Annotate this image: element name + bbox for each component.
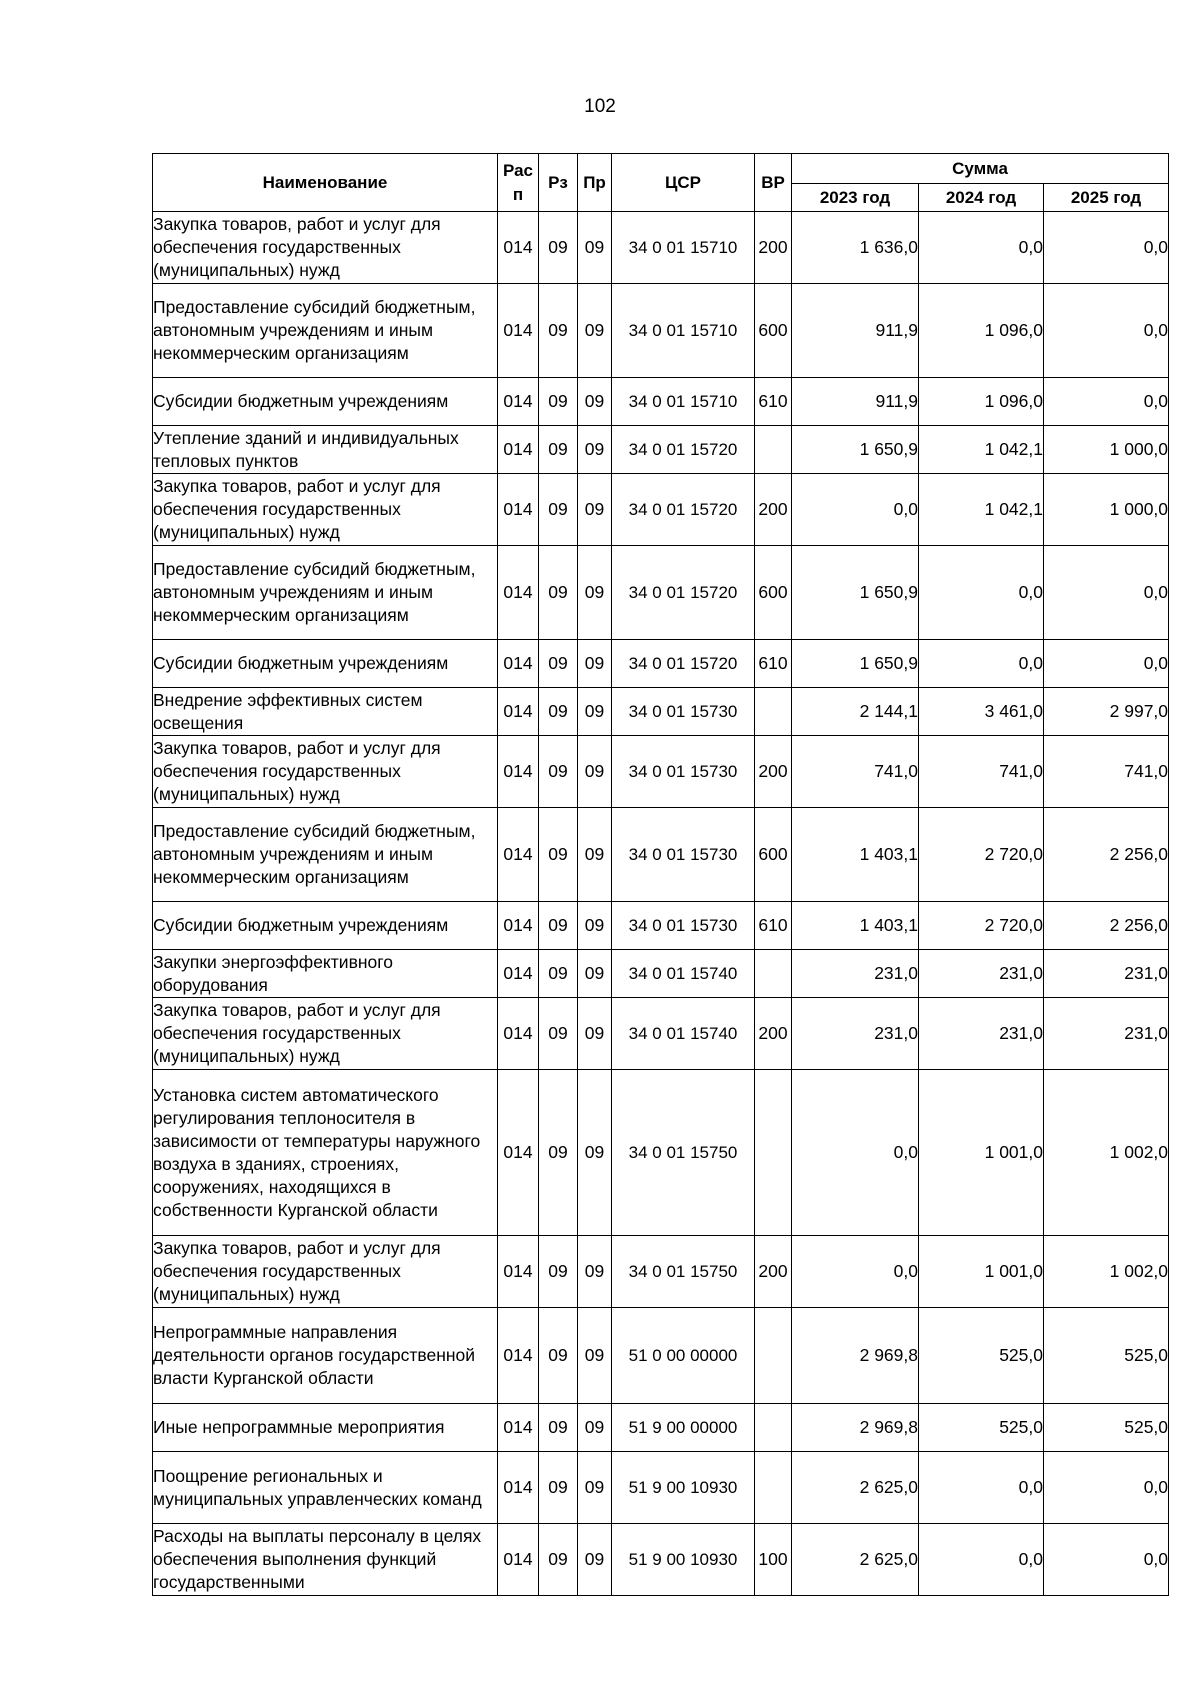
cell-rasp: 014 bbox=[498, 1524, 539, 1596]
cell-2025: 1 000,0 bbox=[1044, 426, 1169, 474]
cell-2025: 0,0 bbox=[1044, 212, 1169, 284]
cell-2025: 2 256,0 bbox=[1044, 808, 1169, 902]
cell-pr: 09 bbox=[578, 1524, 612, 1596]
cell-2025: 0,0 bbox=[1044, 284, 1169, 378]
cell-rasp: 014 bbox=[498, 1308, 539, 1404]
cell-2025: 2 256,0 bbox=[1044, 902, 1169, 950]
cell-pr: 09 bbox=[578, 1236, 612, 1308]
cell-rz: 09 bbox=[539, 546, 578, 640]
cell-2024: 2 720,0 bbox=[919, 902, 1044, 950]
cell-rz: 09 bbox=[539, 378, 578, 426]
cell-2024: 2 720,0 bbox=[919, 808, 1044, 902]
cell-2025: 231,0 bbox=[1044, 998, 1169, 1070]
table-row bbox=[153, 1308, 1169, 1404]
header-year-2024: 2024 год bbox=[919, 184, 1044, 212]
cell-rz: 09 bbox=[539, 688, 578, 736]
cell-name: Предоставление субсидий бюджетным, автономным учреждениям и иным некоммерческим организациям bbox=[153, 546, 498, 640]
table-row bbox=[153, 902, 1169, 950]
cell-csr: 34 0 01 15720 bbox=[612, 426, 755, 474]
cell-csr: 51 9 00 10930 bbox=[612, 1524, 755, 1596]
cell-name: Закупка товаров, работ и услуг для обеспечения государственных (муниципальных) нужд bbox=[153, 736, 498, 808]
cell-pr: 09 bbox=[578, 426, 612, 474]
cell-rz: 09 bbox=[539, 950, 578, 998]
cell-2023: 741,0 bbox=[792, 736, 919, 808]
cell-rasp: 014 bbox=[498, 378, 539, 426]
cell-vr: 610 bbox=[755, 640, 792, 688]
cell-vr: 100 bbox=[755, 1524, 792, 1596]
cell-2024: 0,0 bbox=[919, 640, 1044, 688]
cell-csr: 34 0 01 15730 bbox=[612, 902, 755, 950]
cell-name: Закупки энергоэффективного оборудования bbox=[153, 950, 498, 998]
cell-vr bbox=[755, 1308, 792, 1404]
cell-2023: 2 625,0 bbox=[792, 1452, 919, 1524]
cell-2023: 2 144,1 bbox=[792, 688, 919, 736]
page-number: 102 bbox=[584, 96, 616, 117]
cell-vr: 200 bbox=[755, 212, 792, 284]
header-name: Наименование bbox=[153, 154, 498, 212]
cell-2024: 231,0 bbox=[919, 950, 1044, 998]
table-row bbox=[153, 688, 1169, 736]
cell-rasp: 014 bbox=[498, 426, 539, 474]
cell-2024: 525,0 bbox=[919, 1404, 1044, 1452]
table-row bbox=[153, 1236, 1169, 1308]
cell-pr: 09 bbox=[578, 640, 612, 688]
cell-rasp: 014 bbox=[498, 640, 539, 688]
cell-csr: 34 0 01 15740 bbox=[612, 998, 755, 1070]
cell-2024: 1 096,0 bbox=[919, 284, 1044, 378]
cell-2025: 1 002,0 bbox=[1044, 1070, 1169, 1236]
cell-pr: 09 bbox=[578, 474, 612, 546]
cell-2025: 525,0 bbox=[1044, 1308, 1169, 1404]
cell-pr: 09 bbox=[578, 212, 612, 284]
header-year-2025: 2025 год bbox=[1044, 184, 1169, 212]
budget-table bbox=[152, 153, 1169, 1596]
table-row bbox=[153, 808, 1169, 902]
cell-2025: 0,0 bbox=[1044, 546, 1169, 640]
table-header bbox=[153, 154, 1169, 212]
cell-vr: 200 bbox=[755, 736, 792, 808]
cell-2023: 1 403,1 bbox=[792, 808, 919, 902]
cell-2023: 1 636,0 bbox=[792, 212, 919, 284]
cell-2023: 911,9 bbox=[792, 284, 919, 378]
cell-vr: 200 bbox=[755, 998, 792, 1070]
cell-2025: 741,0 bbox=[1044, 736, 1169, 808]
cell-vr: 610 bbox=[755, 378, 792, 426]
cell-pr: 09 bbox=[578, 284, 612, 378]
cell-rz: 09 bbox=[539, 1308, 578, 1404]
cell-csr: 34 0 01 15720 bbox=[612, 640, 755, 688]
cell-2025: 0,0 bbox=[1044, 378, 1169, 426]
table-row bbox=[153, 640, 1169, 688]
table-row bbox=[153, 736, 1169, 808]
cell-name: Субсидии бюджетным учреждениям bbox=[153, 378, 498, 426]
table-row bbox=[153, 212, 1169, 284]
cell-rz: 09 bbox=[539, 1524, 578, 1596]
cell-rasp: 014 bbox=[498, 998, 539, 1070]
cell-rz: 09 bbox=[539, 1070, 578, 1236]
cell-vr bbox=[755, 688, 792, 736]
cell-rz: 09 bbox=[539, 212, 578, 284]
cell-2024: 0,0 bbox=[919, 546, 1044, 640]
cell-name: Предоставление субсидий бюджетным, автономным учреждениям и иным некоммерческим организациям bbox=[153, 284, 498, 378]
cell-name: Предоставление субсидий бюджетным, автономным учреждениям и иным некоммерческим организациям bbox=[153, 808, 498, 902]
cell-2024: 1 042,1 bbox=[919, 426, 1044, 474]
header-year-2023: 2023 год bbox=[792, 184, 919, 212]
cell-2025: 1 002,0 bbox=[1044, 1236, 1169, 1308]
cell-name: Поощрение региональных и муниципальных управленческих команд bbox=[153, 1452, 498, 1524]
cell-csr: 34 0 01 15720 bbox=[612, 546, 755, 640]
cell-rasp: 014 bbox=[498, 950, 539, 998]
cell-rasp: 014 bbox=[498, 1236, 539, 1308]
cell-2025: 0,0 bbox=[1044, 1524, 1169, 1596]
cell-rasp: 014 bbox=[498, 212, 539, 284]
cell-rz: 09 bbox=[539, 998, 578, 1070]
table-row bbox=[153, 1070, 1169, 1236]
cell-pr: 09 bbox=[578, 546, 612, 640]
cell-2023: 911,9 bbox=[792, 378, 919, 426]
cell-2024: 741,0 bbox=[919, 736, 1044, 808]
cell-rasp: 014 bbox=[498, 474, 539, 546]
cell-2024: 0,0 bbox=[919, 212, 1044, 284]
cell-rasp: 014 bbox=[498, 736, 539, 808]
cell-2025: 0,0 bbox=[1044, 1452, 1169, 1524]
cell-rasp: 014 bbox=[498, 1452, 539, 1524]
cell-2023: 1 650,9 bbox=[792, 546, 919, 640]
cell-name: Закупка товаров, работ и услуг для обеспечения государственных (муниципальных) нужд bbox=[153, 998, 498, 1070]
cell-name: Закупка товаров, работ и услуг для обеспечения государственных (муниципальных) нужд bbox=[153, 212, 498, 284]
cell-csr: 34 0 01 15730 bbox=[612, 736, 755, 808]
cell-pr: 09 bbox=[578, 1308, 612, 1404]
cell-name: Иные непрограммные мероприятия bbox=[153, 1404, 498, 1452]
cell-csr: 51 9 00 10930 bbox=[612, 1452, 755, 1524]
table-row bbox=[153, 546, 1169, 640]
cell-name: Закупка товаров, работ и услуг для обеспечения государственных (муниципальных) нужд bbox=[153, 474, 498, 546]
cell-pr: 09 bbox=[578, 808, 612, 902]
cell-rz: 09 bbox=[539, 1236, 578, 1308]
header-rasp: Рас п bbox=[498, 154, 539, 212]
cell-vr: 610 bbox=[755, 902, 792, 950]
cell-rasp: 014 bbox=[498, 1404, 539, 1452]
cell-csr: 34 0 01 15710 bbox=[612, 378, 755, 426]
cell-rz: 09 bbox=[539, 808, 578, 902]
cell-2025: 525,0 bbox=[1044, 1404, 1169, 1452]
cell-pr: 09 bbox=[578, 378, 612, 426]
cell-csr: 34 0 01 15750 bbox=[612, 1236, 755, 1308]
cell-csr: 34 0 01 15710 bbox=[612, 212, 755, 284]
cell-vr bbox=[755, 1452, 792, 1524]
cell-name: Утепление зданий и индивидуальных тепловых пунктов bbox=[153, 426, 498, 474]
header-sum: Сумма bbox=[792, 154, 1169, 184]
cell-2023: 2 969,8 bbox=[792, 1308, 919, 1404]
cell-2025: 0,0 bbox=[1044, 640, 1169, 688]
cell-vr bbox=[755, 426, 792, 474]
cell-vr: 600 bbox=[755, 284, 792, 378]
cell-csr: 51 9 00 00000 bbox=[612, 1404, 755, 1452]
cell-2024: 0,0 bbox=[919, 1452, 1044, 1524]
cell-vr bbox=[755, 1070, 792, 1236]
cell-2024: 0,0 bbox=[919, 1524, 1044, 1596]
header-pr: Пр bbox=[578, 154, 612, 212]
cell-2025: 1 000,0 bbox=[1044, 474, 1169, 546]
table-row bbox=[153, 1524, 1169, 1596]
cell-rasp: 014 bbox=[498, 902, 539, 950]
cell-rz: 09 bbox=[539, 474, 578, 546]
cell-pr: 09 bbox=[578, 736, 612, 808]
cell-name: Внедрение эффективных систем освещения bbox=[153, 688, 498, 736]
cell-pr: 09 bbox=[578, 1070, 612, 1236]
cell-2024: 3 461,0 bbox=[919, 688, 1044, 736]
table-row bbox=[153, 426, 1169, 474]
cell-csr: 34 0 01 15750 bbox=[612, 1070, 755, 1236]
table-row bbox=[153, 378, 1169, 426]
cell-pr: 09 bbox=[578, 950, 612, 998]
cell-csr: 34 0 01 15730 bbox=[612, 688, 755, 736]
cell-rz: 09 bbox=[539, 1452, 578, 1524]
cell-rz: 09 bbox=[539, 284, 578, 378]
cell-2024: 1 042,1 bbox=[919, 474, 1044, 546]
header-rz: Рз bbox=[539, 154, 578, 212]
cell-2023: 0,0 bbox=[792, 1236, 919, 1308]
cell-vr: 200 bbox=[755, 474, 792, 546]
cell-pr: 09 bbox=[578, 998, 612, 1070]
table-body bbox=[153, 212, 1169, 1596]
cell-csr: 34 0 01 15710 bbox=[612, 284, 755, 378]
cell-csr: 51 0 00 00000 bbox=[612, 1308, 755, 1404]
cell-rasp: 014 bbox=[498, 808, 539, 902]
cell-2024: 525,0 bbox=[919, 1308, 1044, 1404]
cell-2023: 1 403,1 bbox=[792, 902, 919, 950]
table-row bbox=[153, 1404, 1169, 1452]
cell-2024: 1 096,0 bbox=[919, 378, 1044, 426]
cell-vr bbox=[755, 1404, 792, 1452]
cell-name: Непрограммные направления деятельности органов государственной власти Курганской области bbox=[153, 1308, 498, 1404]
cell-csr: 34 0 01 15730 bbox=[612, 808, 755, 902]
cell-rasp: 014 bbox=[498, 546, 539, 640]
cell-2025: 2 997,0 bbox=[1044, 688, 1169, 736]
cell-rz: 09 bbox=[539, 426, 578, 474]
cell-name: Установка систем автоматического регулирования теплоносителя в зависимости от температуры наружного воздуха в зданиях, строениях, сооружениях, находящихся в собственности Курганской области bbox=[153, 1070, 498, 1236]
cell-pr: 09 bbox=[578, 1452, 612, 1524]
cell-2023: 1 650,9 bbox=[792, 640, 919, 688]
cell-rz: 09 bbox=[539, 736, 578, 808]
cell-vr: 600 bbox=[755, 808, 792, 902]
cell-rz: 09 bbox=[539, 640, 578, 688]
cell-vr: 600 bbox=[755, 546, 792, 640]
table-row bbox=[153, 1452, 1169, 1524]
cell-pr: 09 bbox=[578, 1404, 612, 1452]
table-row bbox=[153, 950, 1169, 998]
cell-rasp: 014 bbox=[498, 1070, 539, 1236]
table-row bbox=[153, 284, 1169, 378]
cell-2024: 1 001,0 bbox=[919, 1070, 1044, 1236]
cell-2024: 1 001,0 bbox=[919, 1236, 1044, 1308]
cell-rz: 09 bbox=[539, 1404, 578, 1452]
header-csr: ЦСР bbox=[612, 154, 755, 212]
cell-2023: 0,0 bbox=[792, 474, 919, 546]
cell-csr: 34 0 01 15720 bbox=[612, 474, 755, 546]
cell-2023: 231,0 bbox=[792, 950, 919, 998]
cell-2023: 231,0 bbox=[792, 998, 919, 1070]
cell-csr: 34 0 01 15740 bbox=[612, 950, 755, 998]
cell-pr: 09 bbox=[578, 688, 612, 736]
cell-2023: 1 650,9 bbox=[792, 426, 919, 474]
cell-name: Закупка товаров, работ и услуг для обеспечения государственных (муниципальных) нужд bbox=[153, 1236, 498, 1308]
cell-2023: 2 969,8 bbox=[792, 1404, 919, 1452]
cell-name: Субсидии бюджетным учреждениям bbox=[153, 902, 498, 950]
cell-pr: 09 bbox=[578, 902, 612, 950]
header-vr: ВР bbox=[755, 154, 792, 212]
cell-2023: 2 625,0 bbox=[792, 1524, 919, 1596]
cell-rasp: 014 bbox=[498, 688, 539, 736]
cell-name: Субсидии бюджетным учреждениям bbox=[153, 640, 498, 688]
cell-rasp: 014 bbox=[498, 284, 539, 378]
cell-2023: 0,0 bbox=[792, 1070, 919, 1236]
table-row bbox=[153, 474, 1169, 546]
cell-vr bbox=[755, 950, 792, 998]
cell-2025: 231,0 bbox=[1044, 950, 1169, 998]
cell-rz: 09 bbox=[539, 902, 578, 950]
cell-vr: 200 bbox=[755, 1236, 792, 1308]
cell-name: Расходы на выплаты персоналу в целях обеспечения выполнения функций государственными bbox=[153, 1524, 498, 1596]
table-row bbox=[153, 998, 1169, 1070]
cell-2024: 231,0 bbox=[919, 998, 1044, 1070]
